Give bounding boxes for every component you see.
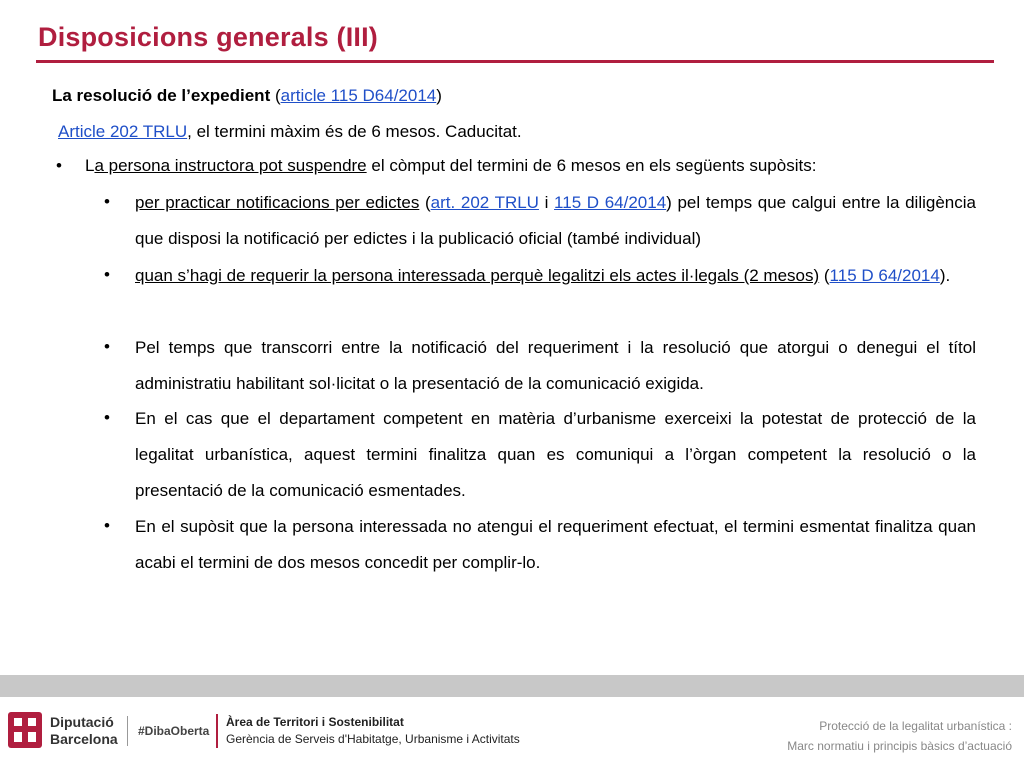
d64-2014-link-1[interactable]: 115 D 64/2014 xyxy=(554,193,667,212)
logo-line-2: Barcelona xyxy=(50,731,118,747)
d64-2014-link-2[interactable]: 115 D 64/2014 xyxy=(829,266,940,285)
logo-line-1: Diputació xyxy=(50,714,114,730)
subitem-2-marker: • xyxy=(104,265,110,284)
article-202-link[interactable]: Article 202 TRLU xyxy=(58,122,188,141)
area-separator xyxy=(216,714,218,748)
subitem-4: En el cas que el departament competent en matèria d’urbanisme exerceixi la potestat de protecció de la legalitat urbanística, aquest termini finalitza quan es comuniqui a l’òrgan competent la resolució o la presentació de la comunicació esmentades. xyxy=(135,409,976,500)
subitem-5: En el supòsit que la persona interessada no atengui el requeriment efectuat, el termini esmentat finalitza quan acabi el termini de dos mesos concedit per complir-lo. xyxy=(135,517,976,572)
subitem-1 xyxy=(135,185,976,257)
footer-right xyxy=(787,716,1012,756)
bullet-marker: • xyxy=(56,156,62,175)
subitem-3-marker: • xyxy=(104,337,110,356)
subitem-4-marker: • xyxy=(104,408,110,427)
hashtag-label: #DibaOberta xyxy=(138,724,210,738)
subitem-5-marker: • xyxy=(104,516,110,535)
subitem-1-underlined: per practicar notificacions per edictes xyxy=(135,193,420,212)
footer-right-line-1: Protecció de la legalitat urbanística : xyxy=(819,719,1012,733)
article-line-text: , el termini màxim és de 6 mesos. Caducitat. xyxy=(187,122,522,141)
subitem-1-rest: ) pel temps que calgui entre la diligència que disposi la notificació per edictes i la publicació oficial (també individual) xyxy=(135,193,976,248)
subitem-2-paren: ( xyxy=(819,266,830,285)
area-subtitle: Gerència de Serveis d'Habitatge, Urbanisme i Activitats xyxy=(226,732,520,746)
diputacio-logo-icon xyxy=(8,712,42,748)
footer-band xyxy=(0,675,1024,697)
bullet-1-underlined: a persona instructora pot suspendre xyxy=(94,156,367,175)
subitem-1-conj: i xyxy=(538,193,555,212)
subitem-2 xyxy=(135,258,976,294)
subitem-2-close: ). xyxy=(939,266,951,285)
art-202-trlu-link[interactable]: art. 202 TRLU xyxy=(430,193,539,212)
logo-text xyxy=(50,714,118,748)
article-115-link[interactable]: article 115 D64/2014 xyxy=(280,86,437,105)
slide-title: Disposicions generals (III) xyxy=(38,22,378,52)
footer-right-line-2: Marc normatiu i principis bàsics d’actuació xyxy=(787,739,1012,753)
subitem-1-paren: ( xyxy=(419,193,431,212)
footer-separator xyxy=(127,716,128,746)
intro-heading: La resolució de l’expedient xyxy=(52,86,271,105)
intro-paren-open: ( xyxy=(270,86,281,105)
subitem-1-marker: • xyxy=(104,192,110,211)
article-line xyxy=(58,122,522,142)
bullet-1 xyxy=(85,156,816,176)
intro-paren-close: ) xyxy=(436,86,442,105)
intro-line xyxy=(52,86,442,106)
bullet-1-first: L xyxy=(85,156,95,175)
bullet-1-rest: el còmput del termini de 6 mesos en els següents supòsits: xyxy=(366,156,817,175)
area-title: Àrea de Territori i Sostenibilitat xyxy=(226,715,404,729)
subitem-3: Pel temps que transcorri entre la notificació del requeriment i la resolució que atorgui o denegui el títol administratiu habilitant sol·licitat o la presentació de la comunicació exigida. xyxy=(135,338,976,393)
subitem-2-underlined: quan s’hagi de requerir la persona interessada perquè legalitzi els actes il·legals (2 mesos) xyxy=(135,266,820,285)
title-divider xyxy=(36,60,994,63)
area-block xyxy=(226,714,520,748)
